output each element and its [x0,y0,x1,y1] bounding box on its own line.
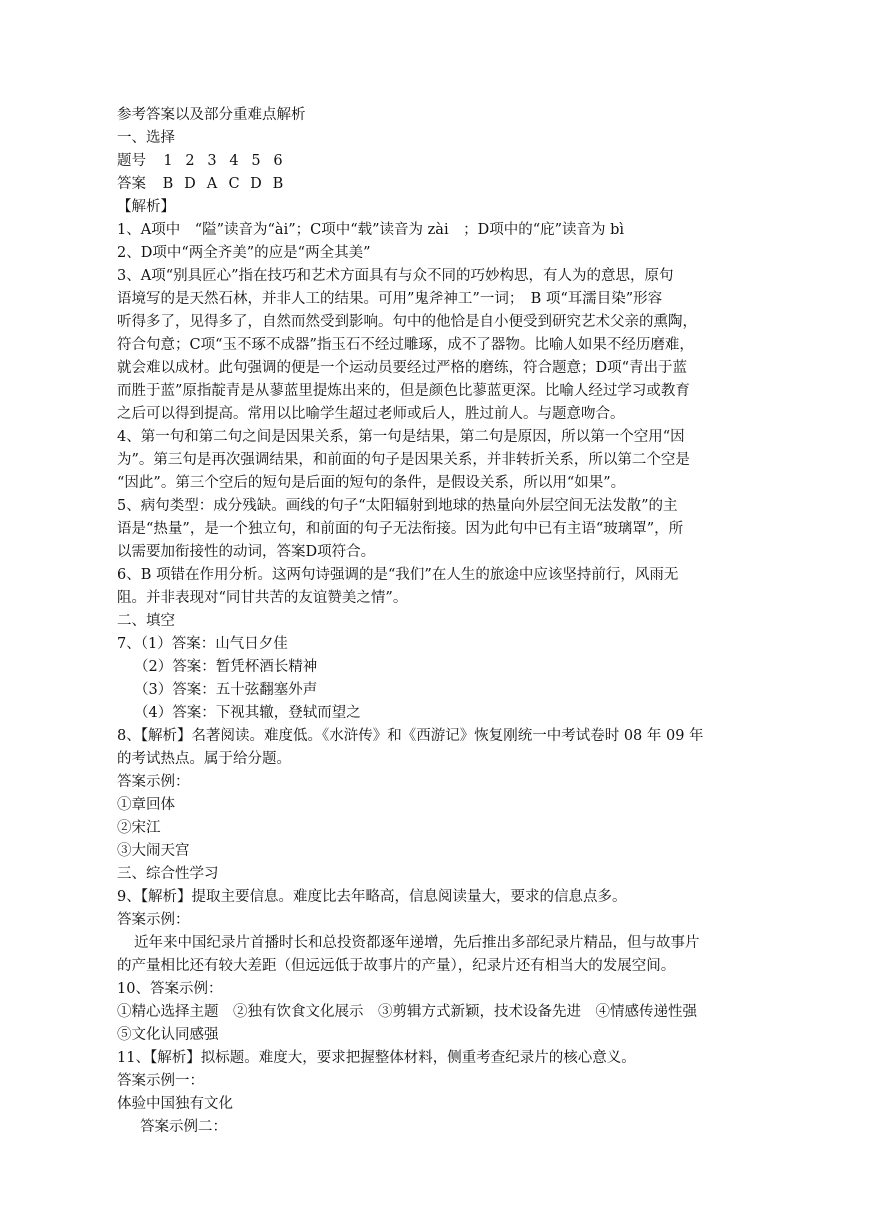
text-line: 【解析】 [117,199,175,215]
table-cell: 3 [207,153,217,169]
text-line: 8、【解析】名著阅读。难度低。《水浒传》和《西游记》恢复刚统一中考试卷时 08 年 09 年 [117,728,704,744]
table-label: 答案 [117,176,146,192]
text-line: ③大闹天宫 [117,843,190,859]
text-line: 答案示例： [117,912,190,928]
table-cell: 4 [229,153,239,169]
text-line-indented: 近年来中国纪录片首播时长和总投资都逐年递增，先后推出多部纪录片精品，但与故事片 [134,935,700,951]
table-cell: D [184,176,196,192]
text-line: 以需要加衔接性的动词，答案D项符合。 [117,544,376,560]
text-line: ①精心选择主题 ②独有饮食文化展示 ③剪辑方式新颖，技术设备先进 ④情感传递性强 [117,1004,697,1020]
text-line: 阻。并非表现对“同甘共苦的友谊赞美之情”。 [117,590,408,606]
answer-table-header-row [117,150,289,172]
table-cell: B [162,176,174,192]
text-line: 2、D项中“两全齐美”的应是“两全其美” [117,245,371,261]
section-heading: 二、填空 [117,613,175,629]
document-title: 参考答案以及部分重难点解析 [117,107,306,123]
text-line: 10、答案示例： [117,981,223,997]
text-line: 就会难以成材。此句强调的便是一个运动员要经过严格的磨练，符合题意；D项“青出于蓝 [117,360,688,376]
text-line: 的产量相比还有较大差距（但远远低于故事片的产量），纪录片还有相当大的发展空间。 [117,958,676,974]
table-cell: 2 [185,153,195,169]
section-heading: 三、综合性学习 [117,866,219,882]
text-line: 听得多了，见得多了，自然而然受到影响。句中的他恰是自小便受到研究艺术父亲的熏陶， [117,314,697,330]
section-heading: 一、选择 [117,130,175,146]
text-line-indented: （3）答案：五十弦翻塞外声 [134,682,318,698]
table-cell: 5 [251,153,261,169]
text-line: ①章回体 [117,797,175,813]
text-line-indented: （2）答案：暂凭杯酒长精神 [134,659,318,675]
text-line: 的考试热点。属于给分题。 [117,751,291,767]
text-line: 5、病句类型：成分残缺。画线的句子“太阳辐射到地球的热量向外层空间无法发散”的主 [117,498,678,514]
text-line: 语是“热量”，是一个独立句，和前面的句子无法衔接。因为此句中已有主语“玻璃罩”，所 [117,521,684,537]
text-line: 9、【解析】提取主要信息。难度比去年略高，信息阅读量大，要求的信息点多。 [117,889,627,905]
text-line: “因此”。第三个空后的短句是后面的短句的条件，是假设关系，所以用“如果”。 [117,475,626,491]
text-line-indented: （4）答案：下视其辙，登轼而望之 [134,705,361,721]
table-cell: C [228,176,240,192]
text-line: 7、（1）答案：山气日夕佳 [117,636,288,652]
text-line: ⑤文化认同感强 [117,1027,219,1043]
table-label: 题号 [117,153,146,169]
text-line: 3、A项“别具匠心”指在技巧和艺术方面具有与众不同的巧妙构思，有人为的意思，原句 [117,268,674,284]
text-line: 符合句意；C项“玉不琢不成器”指玉石不经过雕琢，成不了器物。比喻人如果不经历磨难， [117,337,694,353]
table-cell: D [250,176,262,192]
text-line: 为”。第三句是再次强调结果，和前面的句子是因果关系，并非转折关系，所以第二个空是 [117,452,690,468]
table-cell: B [272,176,284,192]
text-line: 语境写的是天然石林，并非人工的结果。可用”鬼斧神工”一词； B 项“耳濡目染”形容 [117,291,663,307]
answer-table-answer-row [117,173,289,195]
text-line: 答案示例一： [117,1073,204,1089]
table-cell: 1 [163,153,173,169]
text-line: 答案示例： [117,774,190,790]
table-cell: A [206,176,218,192]
table-cell: 6 [273,153,283,169]
text-line: 1、A项中 “隘”读音为“ài”；C项中“载”读音为 zài ；D项中的“庇”读音为 bì [117,222,625,238]
text-line: ②宋江 [117,820,161,836]
text-line-indented: 答案示例二： [140,1119,227,1135]
text-line: 而胜于蓝”原指靛青是从蓼蓝里提炼出来的，但是颜色比蓼蓝更深。比喻人经过学习或教育 [117,383,690,399]
text-line: 11、【解析】拟标题。难度大，要求把握整体材料，侧重考查纪录片的核心意义。 [117,1050,636,1066]
text-line: 4、第一句和第二句之间是因果关系，第一句是结果，第二句是原因，所以第一个空用“因 [117,429,685,445]
text-line: 体验中国独有文化 [117,1096,233,1112]
text-line: 6、B 项错在作用分析。这两句诗强调的是“我们”在人生的旅途中应该坚持前行，风雨无 [117,567,679,583]
text-line: 之后可以得到提高。常用以比喻学生超过老师或后人，胜过前人。与题意吻合。 [117,406,625,422]
